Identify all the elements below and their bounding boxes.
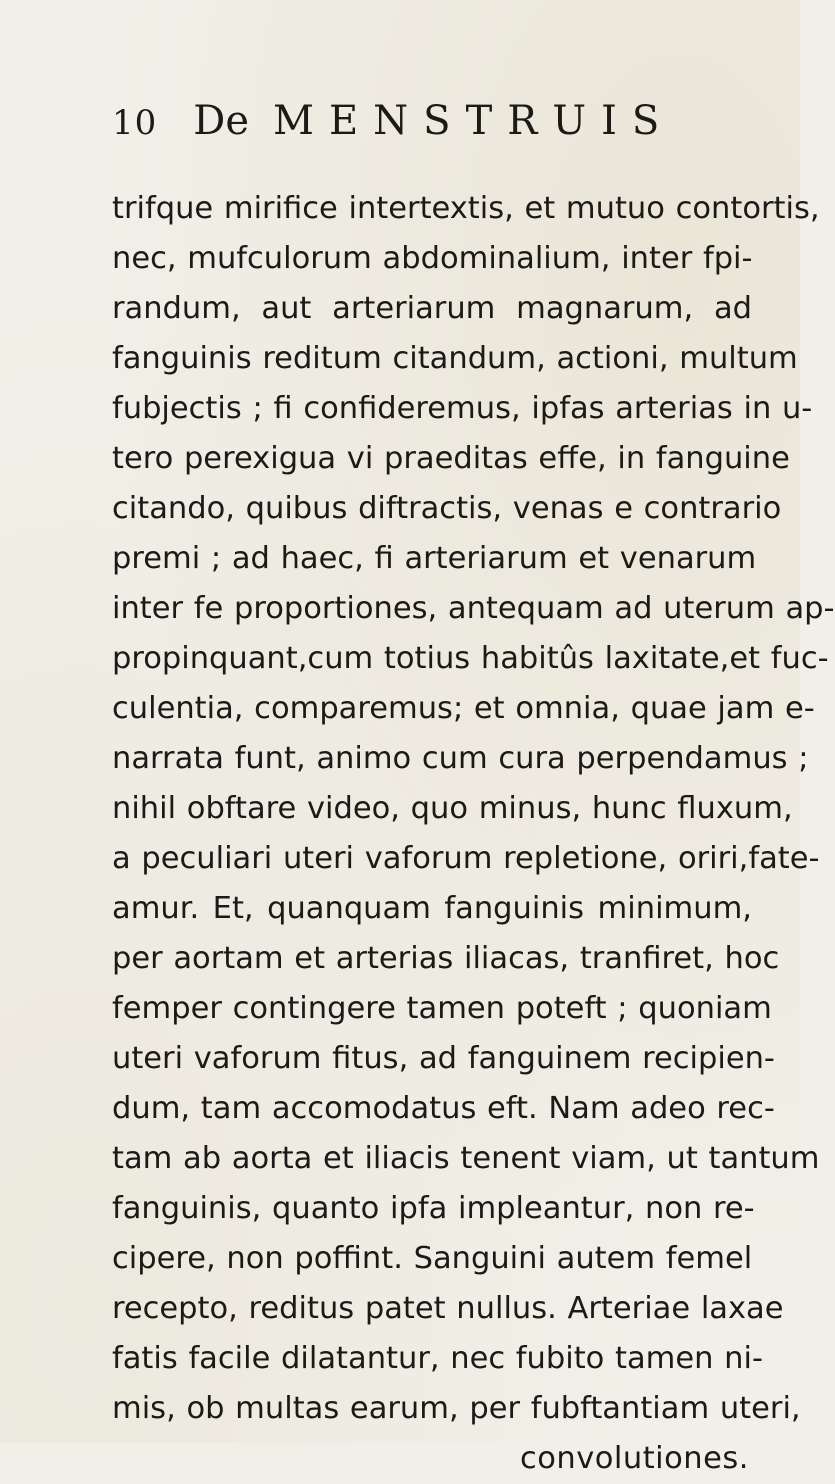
text-line: cipere, non poffint. Sanguini autem femel <box>112 1241 753 1276</box>
text-line: randum, aut arteriarum magnarum, ad <box>112 291 752 326</box>
text-line: inter fe proportiones, antequam ad uterum ap- <box>112 591 835 626</box>
text-line: recepto, reditus patet nullus. Arteriae laxae <box>112 1291 784 1326</box>
text-line: tero perexigua vi praeditas effe, in fanguine <box>112 441 790 476</box>
text-line: propinquant,cum totius habitûs laxitate,et fuc- <box>112 641 829 676</box>
text-line: narrata funt, animo cum cura perpendamus ; <box>112 741 809 776</box>
text-line: citando, quibus diftractis, venas e contrario <box>112 491 782 526</box>
text-line: fanguinis reditum citandum, actioni, multum <box>112 341 798 376</box>
text-line: uteri vaforum fitus, ad fanguinem recipien- <box>112 1041 775 1076</box>
text-line: femper contingere tamen poteft ; quoniam <box>112 991 772 1026</box>
text-line: culentia, comparemus; et omnia, quae jam e- <box>112 691 815 726</box>
text-line: a peculiari uteri vaforum repletione, oriri,fate- <box>112 841 820 876</box>
running-header <box>112 98 674 148</box>
header-title: MENSTRUIS <box>273 98 675 144</box>
page-number: 10 <box>112 103 158 143</box>
header-prefix: De <box>193 98 250 144</box>
text-line: fanguinis, quanto ipfa impleantur, non re- <box>112 1191 755 1226</box>
text-line: nec, mufculorum abdominalium, inter fpi- <box>112 241 753 276</box>
text-line: mis, ob multas earum, per fubftantiam uteri, <box>112 1391 801 1426</box>
text-line: tam ab aorta et iliacis tenent viam, ut tantum <box>112 1141 820 1176</box>
text-line-last: convolutiones. <box>519 1441 749 1476</box>
text-line: fubjectis ; fi confideremus, ipfas arterias in u- <box>112 391 813 426</box>
text-line: per aortam et arterias iliacas, tranfiret, hoc <box>112 941 780 976</box>
text-line: amur. Et, quanquam fanguinis minimum, <box>112 891 752 926</box>
text-line: premi ; ad haec, fi arteriarum et venarum <box>112 541 757 576</box>
body-text <box>112 184 835 1484</box>
text-line: fatis facile dilatantur, nec fubito tamen ni- <box>112 1341 763 1376</box>
text-line: trifque mirifice intertextis, et mutuo contortis, <box>112 191 820 226</box>
text-line: dum, tam accomodatus eft. Nam adeo rec- <box>112 1091 775 1126</box>
text-line: nihil obftare video, quo minus, hunc fluxum, <box>112 791 793 826</box>
